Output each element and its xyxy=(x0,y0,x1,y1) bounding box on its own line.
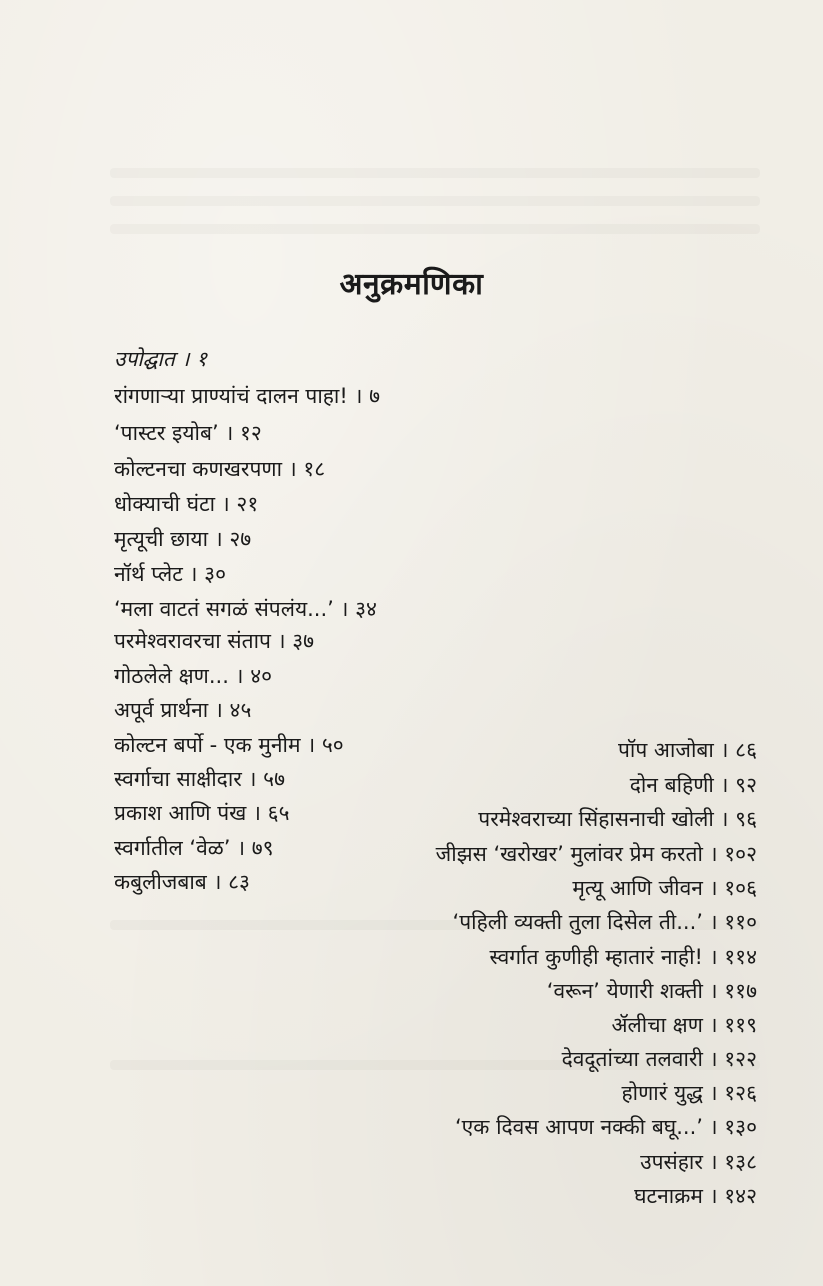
toc-entry-left[interactable]: अपूर्व प्रार्थना । ४५ xyxy=(114,698,252,722)
toc-entry-right[interactable]: मृत्यू आणि जीवन । १०६ xyxy=(572,876,757,900)
toc-entry-right[interactable]: उपसंहार । १३८ xyxy=(640,1150,757,1174)
toc-entry-left[interactable]: धोक्याची घंटा । २१ xyxy=(114,492,259,516)
toc-entry-right[interactable]: ‘एक दिवस आपण नक्की बघू...’ । १३० xyxy=(455,1115,757,1139)
toc-entry-left[interactable]: प्रकाश आणि पंख । ६५ xyxy=(114,801,290,825)
toc-entry-left[interactable]: गोठलेले क्षण... । ४० xyxy=(114,664,273,688)
toc-entry-left[interactable]: कोल्टन बर्पो - एक मुनीम । ५० xyxy=(114,733,344,757)
toc-entry-left[interactable]: उपोद्घात । १ xyxy=(114,347,208,371)
toc-entry-right[interactable]: दोन बहिणी । ९२ xyxy=(629,773,757,797)
page-title: अनुक्रमणिका xyxy=(339,267,484,302)
toc-entry-right[interactable]: पॉप आजोबा । ८६ xyxy=(617,738,757,762)
toc-entry-left[interactable]: रांगणाऱ्या प्राण्यांचं दालन पाहा! । ७ xyxy=(114,384,381,408)
bleed-through-line xyxy=(110,196,760,206)
toc-entry-left[interactable]: कोल्टनचा कणखरपणा । १८ xyxy=(114,457,326,481)
toc-entry-right[interactable]: देवदूतांच्या तलवारी । १२२ xyxy=(561,1047,757,1071)
toc-entry-left[interactable]: स्वर्गाचा साक्षीदार । ५७ xyxy=(114,767,286,791)
toc-entry-right[interactable]: स्वर्गात कुणीही म्हातारं नाही! । ११४ xyxy=(489,945,757,969)
toc-entry-left[interactable]: कबुलीजबाब । ८३ xyxy=(114,870,250,894)
toc-entry-left[interactable]: ‘मला वाटतं सगळं संपलंय...’ । ३४ xyxy=(114,597,377,621)
toc-entry-left[interactable]: स्वर्गातील ‘वेळ’ । ७९ xyxy=(114,836,274,860)
toc-entry-left[interactable]: मृत्यूची छाया । २७ xyxy=(114,527,252,551)
bleed-through-line xyxy=(110,224,760,234)
toc-entry-right[interactable]: परमेश्वराच्या सिंहासनाची खोली । ९६ xyxy=(478,807,757,831)
toc-entry-right[interactable]: ‘वरून’ येणारी शक्ती । ११७ xyxy=(546,979,757,1003)
bleed-through-line xyxy=(110,168,760,178)
toc-entry-right[interactable]: जीझस ‘खरोखर’ मुलांवर प्रेम करतो । १०२ xyxy=(435,842,757,866)
toc-entry-right[interactable]: ‘पहिली व्यक्ती तुला दिसेल ती...’ । ११० xyxy=(452,910,757,934)
toc-entry-right[interactable]: ॲलीचा क्षण । ११९ xyxy=(611,1013,757,1037)
toc-entry-left[interactable]: नॉर्थ प्लेट । ३० xyxy=(114,562,227,586)
toc-entry-left[interactable]: परमेश्वरावरचा संताप । ३७ xyxy=(114,629,315,653)
toc-entry-right[interactable]: घटनाक्रम । १४२ xyxy=(634,1184,757,1208)
toc-entry-left[interactable]: ‘पास्टर इयोब’ । १२ xyxy=(114,421,262,445)
toc-entry-right[interactable]: होणारं युद्ध । १२६ xyxy=(621,1081,757,1105)
